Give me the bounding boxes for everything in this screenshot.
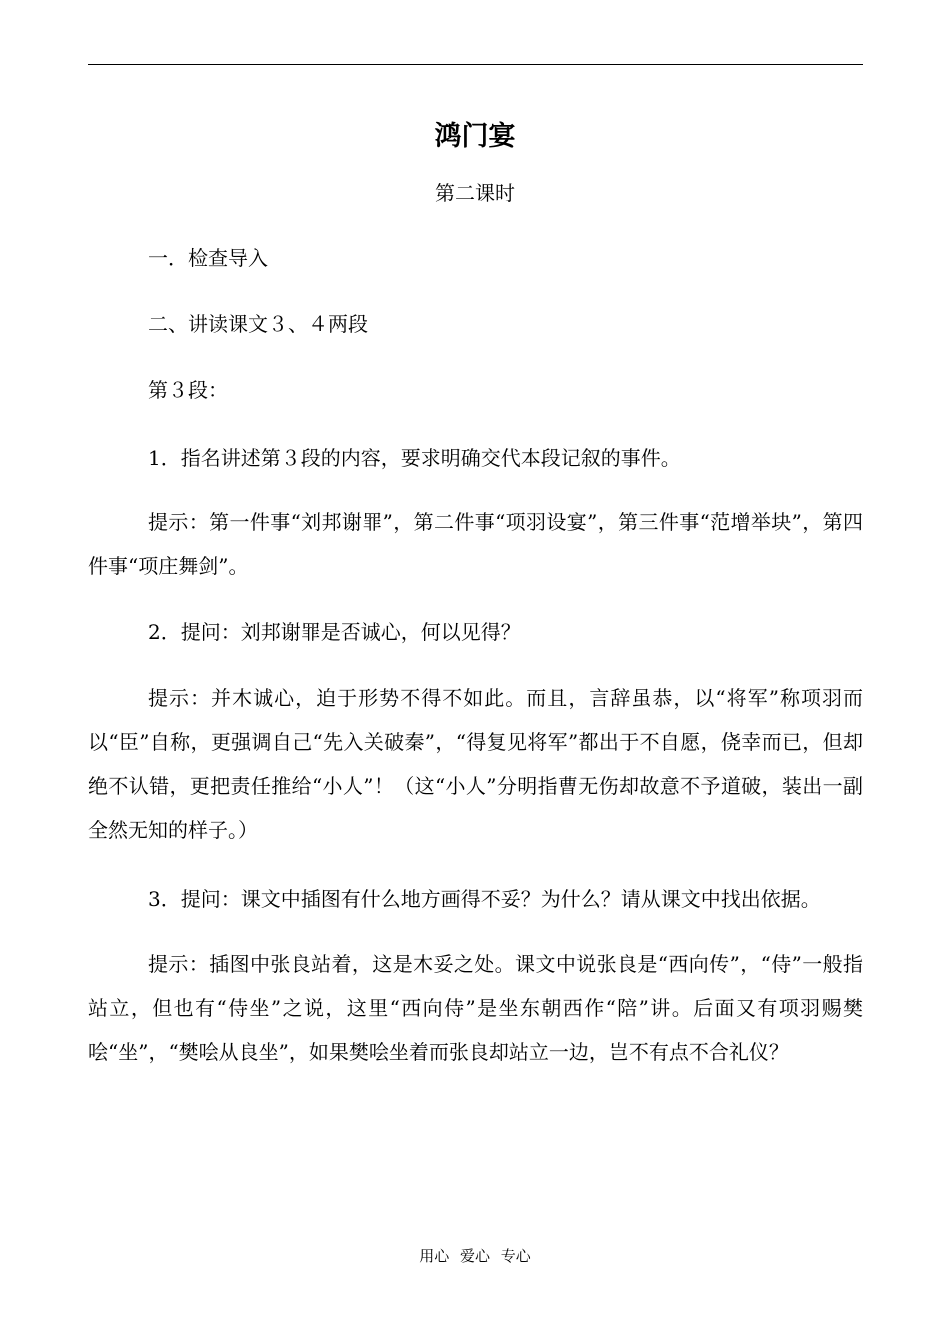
paragraph-label: 第３段： xyxy=(148,378,228,402)
question-2: 2．提问：刘邦谢罪是否诚心，何以见得？ xyxy=(148,620,521,644)
answer-3: 提示：插图中张良站着，这是木妥之处。课文中说张良是“西向传”，“侍”一般指站立，但也有“侍坐”之说，这里“西向侍”是坐东朝西作“陪”讲。后面又有项羽赐樊哙“坐”，“樊哙从良坐”，如果樊哙坐着而张良却站立一边，岂不有点不合礼仪？ xyxy=(88,952,863,1064)
footer-motto: 用心 爱心 专心 xyxy=(419,1247,531,1265)
question-3: 3．提问：课文中插图有什么地方画得不妥？为什么？请从课文中找出依据。 xyxy=(148,887,821,911)
answer-2: 提示：并木诚心，迫于形势不得不如此。而且，言辞虽恭，以“将军”称项羽而以“臣”自称，更强调自己“先入关破秦”，“得复见将军”都出于不自愿，侥幸而已，但却绝不认错，更把责任推给“小人”！（这“小人”分明指曹无伤却故意不予道破，装出一副全然无知的样子。） xyxy=(88,686,863,842)
lesson-subtitle: 第二课时 xyxy=(435,181,515,205)
section-heading-1: 一．检查导入 xyxy=(148,246,268,270)
question-1: 1．指名讲述第３段的内容，要求明确交代本段记叙的事件。 xyxy=(148,446,681,470)
header-rule xyxy=(88,64,863,65)
answer-1: 提示：第一件事“刘邦谢罪”，第二件事“项羽设宴”，第三件事“范增举块”，第四件事“项庄舞剑”。 xyxy=(88,510,863,578)
section-heading-2: 二、讲读课文３、４两段 xyxy=(148,312,368,336)
page-title: 鸿门宴 xyxy=(434,121,516,152)
